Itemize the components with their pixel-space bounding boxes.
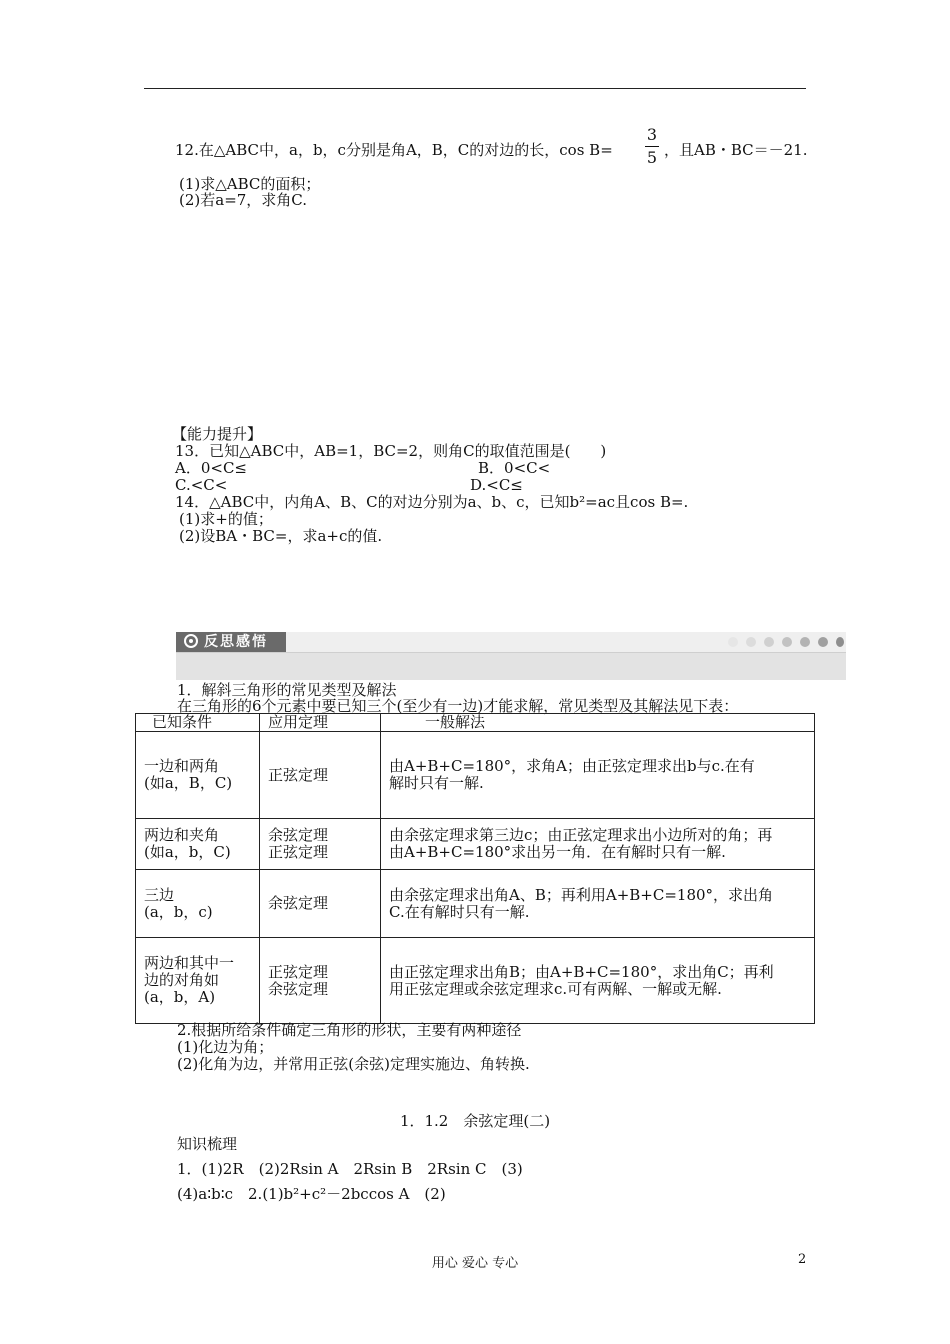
table-cell-condition <box>136 870 260 938</box>
reflection-p4: (1)化边为角； <box>177 1038 274 1056</box>
table-row <box>136 732 815 819</box>
table-row <box>136 870 815 938</box>
cell-line: 正弦定理 <box>268 962 329 981</box>
table-cell-theorem <box>260 819 381 870</box>
cell-line: 余弦定理 <box>268 894 329 912</box>
answer-line-2: (4)a∶b∶c 2.(1)b²+c²－2bccos A (2) <box>177 1185 446 1203</box>
table-cell-condition <box>136 938 260 1024</box>
table-cell-condition <box>136 732 260 819</box>
fraction-numerator: 3 <box>646 125 658 144</box>
q14-sub2: (2)设BA・BC=，求a+c的值. <box>179 527 383 545</box>
q13-text: 13．已知△ABC中，AB=1，BC=2，则角C的取值范围是( ) <box>175 442 607 460</box>
table-cell-theorem <box>260 870 381 938</box>
table-header-cell: 一般解法 <box>381 714 815 732</box>
header-rule <box>144 88 806 89</box>
q12-sub1: (1)求△ABC的面积； <box>179 175 321 193</box>
banner-label: 反思感悟 <box>204 634 268 650</box>
cell-line: 用正弦定理或余弦定理求c.可有两解、一解或无解. <box>389 979 722 998</box>
dot-icon <box>836 637 844 647</box>
q13-option-d: D.<C≤ <box>470 476 523 494</box>
dot-icon <box>782 637 792 647</box>
cell-line: 两边和其中一 <box>144 954 235 972</box>
table-cell-theorem <box>260 938 381 1024</box>
cell-line: 边的对角如 <box>144 971 220 989</box>
cell-line: 正弦定理 <box>268 765 329 784</box>
cell-line: (a，b，c) <box>144 902 213 921</box>
q12-line1 <box>175 142 613 159</box>
q13-option-c: C.<C< <box>175 476 228 494</box>
q14-sub1: (1)求+的值； <box>179 510 273 528</box>
cell-line: 一边和两角 <box>144 757 220 775</box>
cell-line: (如a，B，C) <box>144 774 233 792</box>
table-header-cell: 应用定理 <box>260 714 381 732</box>
circle-bullet-icon <box>184 634 198 648</box>
q13-option-a: A．0<C≤ <box>175 459 247 477</box>
cell-line: 由A+B+C=180°求出另一角．在有解时只有一解. <box>389 843 726 861</box>
solution-types-table <box>135 713 815 1024</box>
page-number: 2 <box>798 1252 807 1267</box>
cell-line: C.在有解时只有一解. <box>389 902 530 921</box>
cell-line: 两边和夹角 <box>144 826 220 844</box>
answer-line-1: 1．(1)2R (2)2Rsin A 2Rsin B 2Rsin C (3) <box>177 1160 523 1178</box>
cell-line: 余弦定理 <box>268 826 329 844</box>
cell-line: 由余弦定理求第三边c；由正弦定理求出小边所对的角；再 <box>389 826 773 844</box>
reflection-p1: 1．解斜三角形的常见类型及解法 <box>177 681 397 699</box>
fraction-denominator: 5 <box>646 148 658 167</box>
table-row <box>136 819 815 870</box>
table-row <box>136 938 815 1024</box>
table-header-row <box>136 714 815 732</box>
table-cell-condition <box>136 819 260 870</box>
reflection-banner <box>176 632 846 680</box>
q12-sub2: (2)若a=7，求角C. <box>179 191 308 209</box>
dot-icon <box>818 637 828 647</box>
table-cell-theorem <box>260 732 381 819</box>
table-cell-solution <box>381 938 815 1024</box>
footer-text: 用心 爱心 专心 <box>431 1256 519 1271</box>
table-cell-solution <box>381 870 815 938</box>
table-cell-solution <box>381 819 815 870</box>
banner-tag <box>176 632 286 652</box>
cell-line: (a，b，A) <box>144 988 216 1006</box>
ability-heading: 【能力提升】 <box>172 425 263 443</box>
cell-line: 余弦定理 <box>268 979 329 998</box>
reflection-p2: 在三角形的6个元素中要已知三个(至少有一边)才能求解，常见类型及其解法见下表： <box>177 697 739 715</box>
dot-icon <box>800 637 810 647</box>
dot-icon <box>764 637 774 647</box>
cell-line: 由正弦定理求出角B；由A+B+C=180°，求出角C；再利 <box>389 962 774 981</box>
cell-line: 三边 <box>144 885 175 904</box>
section-title: 1．1.2 余弦定理(二) <box>399 1112 551 1130</box>
dot-icon <box>746 637 756 647</box>
cell-line: (如a，b，C) <box>144 843 231 861</box>
banner-bar <box>176 632 846 653</box>
section-subheading: 知识梳理 <box>177 1135 238 1153</box>
table-cell-solution <box>381 732 815 819</box>
fraction-bar <box>645 146 659 147</box>
cell-line: 正弦定理 <box>268 843 329 861</box>
q13-option-b: B．0<C< <box>478 459 551 477</box>
reflection-p3: 2.根据所给条件确定三角形的形状，主要有两种途径 <box>177 1021 522 1039</box>
cell-line: 由余弦定理求出角A、B；再利用A+B+C=180°，求出角 <box>389 885 774 904</box>
q12-text-b: ，且AB・BC＝－21. <box>664 141 808 159</box>
q14-text: 14．△ABC中，内角A、B、C的对边分别为a、b、c，已知b²=ac且cos B=. <box>175 493 689 511</box>
reflection-p5: (2)化角为边，并常用正弦(余弦)定理实施边、角转换. <box>177 1055 530 1073</box>
q12-text-a: 12.在△ABC中，a，b，c分别是角A，B，C的对边的长，cos B= <box>175 141 613 159</box>
cell-line: 解时只有一解. <box>389 774 484 792</box>
fraction-3-5 <box>643 126 661 167</box>
cell-line: 由A+B+C=180°，求角A；由正弦定理求出b与c.在有 <box>389 757 755 775</box>
table-header-cell: 已知条件 <box>136 714 260 732</box>
dot-icon <box>728 637 738 647</box>
